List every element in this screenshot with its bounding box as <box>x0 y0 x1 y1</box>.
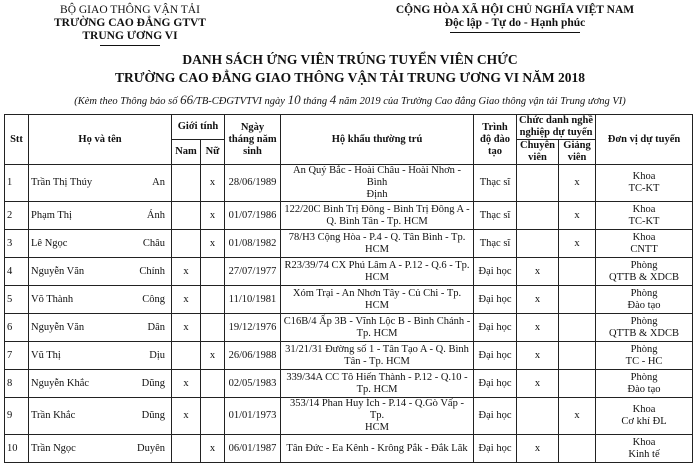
row-unit <box>596 342 693 370</box>
row-stt: 5 <box>5 286 29 314</box>
row-education: Đại học <box>474 258 517 286</box>
row-address <box>281 398 474 435</box>
name-given: Ánh <box>146 209 165 221</box>
row-lecturer <box>559 370 596 398</box>
row-male <box>172 165 201 202</box>
row-male: x <box>172 286 201 314</box>
row-name <box>29 398 172 435</box>
row-name <box>29 165 172 202</box>
row-lecturer <box>559 435 596 463</box>
row-address <box>281 342 474 370</box>
address-line-1: 78/H3 Cộng Hòa - P.4 - Q. Tân Bình - Tp. <box>288 231 466 243</box>
unit-name: Đào tạo <box>627 383 661 395</box>
full-name <box>31 378 169 390</box>
unit-type: Khoa <box>632 171 656 182</box>
name-given: Dịu <box>149 349 165 361</box>
row-address <box>281 286 474 314</box>
table-row <box>5 342 693 370</box>
row-male <box>172 230 201 258</box>
header-underline <box>100 45 160 46</box>
unit-type: Phòng <box>630 259 658 271</box>
table-row <box>5 165 693 202</box>
unit-type: Phòng <box>630 287 658 299</box>
reference-text-1: (Kèm theo Thông báo số <box>74 96 181 107</box>
row-specialist: x <box>517 258 559 286</box>
col-lecturer: Giảng viên <box>559 140 596 165</box>
address-line-1: Xóm Trại - An Nhơn Tây - Củ Chi - Tp. <box>292 287 462 299</box>
name-first-part: Nguyễn Văn <box>31 321 85 333</box>
row-dob: 02/05/1983 <box>225 370 281 398</box>
row-dob: 01/07/1986 <box>225 202 281 230</box>
reference-text-2: /TB-CĐGTVTVI ngày <box>193 96 288 107</box>
unit-name: TC - HC <box>625 355 663 367</box>
col-stt: Stt <box>5 115 29 165</box>
unit-name: QTTB & XDCB <box>609 327 680 339</box>
name-first-part: Nguyễn Văn <box>31 265 85 277</box>
unit-name: Kinh tế <box>628 448 660 460</box>
row-lecturer <box>559 342 596 370</box>
name-given: Công <box>142 293 165 305</box>
unit-type: Khoa <box>632 436 656 448</box>
unit-type: Phòng <box>630 371 658 383</box>
table-row <box>5 230 693 258</box>
row-specialist: x <box>517 286 559 314</box>
row-lecturer: x <box>559 165 596 202</box>
row-name <box>29 202 172 230</box>
row-male: x <box>172 398 201 435</box>
row-male: x <box>172 370 201 398</box>
table-row <box>5 370 693 398</box>
row-stt: 9 <box>5 398 29 435</box>
name-given: Chính <box>139 265 165 277</box>
row-dob: 06/01/1987 <box>225 435 281 463</box>
row-lecturer: x <box>559 230 596 258</box>
row-stt: 3 <box>5 230 29 258</box>
notice-month: 4 <box>329 92 337 107</box>
full-name <box>31 210 169 222</box>
row-female: x <box>201 202 225 230</box>
row-dob: 27/07/1977 <box>225 258 281 286</box>
row-lecturer <box>559 286 596 314</box>
row-male <box>172 202 201 230</box>
reference-text-4: năm 2019 của Trường Cao đẳng Giao thông vận tải Trung ương VI) <box>336 96 626 107</box>
national-motto: Độc lập - Tự do - Hạnh phúc <box>444 17 586 29</box>
row-unit <box>596 370 693 398</box>
full-name <box>31 350 169 362</box>
row-lecturer: x <box>559 202 596 230</box>
address-line-2: Tân - Tp. HCM <box>344 355 410 367</box>
address-line-2: HCM <box>365 271 389 283</box>
row-address <box>281 314 474 342</box>
row-stt: 4 <box>5 258 29 286</box>
address-line-1: R23/39/74 CX Phú Lâm A - P.12 - Q.6 - Tp. <box>284 259 470 271</box>
table-row <box>5 435 693 463</box>
table-row <box>5 398 693 435</box>
row-specialist: x <box>517 342 559 370</box>
address-line-2: Định <box>366 189 388 200</box>
notice-day: 10 <box>287 92 301 107</box>
address-line-2: Tp. HCM <box>356 383 398 395</box>
name-first-part: Nguyễn Khắc <box>31 377 90 389</box>
row-education: Đại học <box>474 342 517 370</box>
name-given: Dân <box>147 321 165 333</box>
row-female: x <box>201 230 225 258</box>
full-name <box>31 443 169 455</box>
row-unit <box>596 165 693 202</box>
name-given: Dũng <box>141 410 165 421</box>
unit-type: Phòng <box>630 343 658 355</box>
row-female <box>201 398 225 435</box>
row-female: x <box>201 165 225 202</box>
unit-type: Khoa <box>632 231 656 243</box>
issuer-header <box>20 4 240 46</box>
name-first-part: Trần Khắc <box>31 410 76 421</box>
unit-name: TC-KT <box>628 183 660 194</box>
document-subtitle-title: TRƯỜNG CAO ĐẲNG GIAO THÔNG VẬN TẢI TRUNG ƯƠNG VI NĂM 2018 <box>115 70 585 85</box>
table-row <box>5 258 693 286</box>
col-dob: Ngày tháng năm sinh <box>225 115 281 165</box>
full-name <box>31 294 169 306</box>
row-education: Thạc sĩ <box>474 230 517 258</box>
col-job-title: Chức danh nghề nghiệp dự tuyển <box>517 115 596 140</box>
row-lecturer: x <box>559 398 596 435</box>
address-line-1: Tân Đức - Ea Kênh - Krông Pắk - Đắk Lăk <box>286 442 468 454</box>
row-name <box>29 342 172 370</box>
row-unit <box>596 286 693 314</box>
row-unit <box>596 202 693 230</box>
name-first-part: Trần Thị Thúy <box>31 177 93 188</box>
unit-name: TC-KT <box>628 215 660 227</box>
row-male: x <box>172 314 201 342</box>
full-name <box>31 177 169 189</box>
row-specialist <box>517 165 559 202</box>
row-address <box>281 165 474 202</box>
row-female: x <box>201 342 225 370</box>
row-dob: 11/10/1981 <box>225 286 281 314</box>
table-row <box>5 286 693 314</box>
unit-type: Phòng <box>630 315 658 327</box>
row-name <box>29 258 172 286</box>
row-name <box>29 435 172 463</box>
table-row <box>5 202 693 230</box>
row-specialist <box>517 230 559 258</box>
row-stt: 10 <box>5 435 29 463</box>
row-address <box>281 230 474 258</box>
row-name <box>29 370 172 398</box>
row-female <box>201 370 225 398</box>
row-education: Đại học <box>474 435 517 463</box>
row-female <box>201 286 225 314</box>
row-stt: 1 <box>5 165 29 202</box>
ministry-name: BỘ GIAO THÔNG VẬN TẢI <box>60 4 200 16</box>
full-name <box>31 266 169 278</box>
row-unit <box>596 314 693 342</box>
row-stt: 6 <box>5 314 29 342</box>
row-dob: 01/01/1973 <box>225 398 281 435</box>
address-line-1: An Quý Bắc - Hoài Châu - Hoài Nhơn - Bình <box>293 165 461 188</box>
col-male: Nam <box>172 140 201 165</box>
row-stt: 8 <box>5 370 29 398</box>
name-first-part: Lê Ngọc <box>31 237 68 249</box>
country-name: CỘNG HÒA XÃ HỘI CHỦ NGHĨA VIỆT NAM <box>395 4 635 16</box>
name-first-part: Võ Thành <box>31 293 74 305</box>
col-female: Nữ <box>201 140 225 165</box>
address-line-1: 122/20C Bình Trị Đông - Bình Trị Đông A - <box>284 203 470 215</box>
row-lecturer <box>559 258 596 286</box>
row-address <box>281 202 474 230</box>
row-unit <box>596 258 693 286</box>
unit-type: Khoa <box>632 404 656 415</box>
row-unit <box>596 230 693 258</box>
unit-name: CNTT <box>630 243 658 255</box>
row-dob: 26/06/1988 <box>225 342 281 370</box>
col-address: Hộ khẩu thường trú <box>281 115 474 165</box>
row-specialist <box>517 202 559 230</box>
row-stt: 2 <box>5 202 29 230</box>
row-male: x <box>172 258 201 286</box>
name-given: Dũng <box>141 377 165 389</box>
col-specialist: Chuyên viên <box>517 140 559 165</box>
row-specialist <box>517 398 559 435</box>
national-header <box>345 4 685 33</box>
row-specialist: x <box>517 435 559 463</box>
name-first-part: Vũ Thị <box>31 349 61 361</box>
row-unit <box>596 435 693 463</box>
row-name <box>29 230 172 258</box>
row-dob: 19/12/1976 <box>225 314 281 342</box>
row-dob: 28/06/1989 <box>225 165 281 202</box>
table-row <box>5 314 693 342</box>
full-name <box>31 410 169 422</box>
row-address <box>281 435 474 463</box>
col-gender: Giới tính <box>172 115 225 140</box>
school-name: TRƯỜNG CAO ĐẲNG GTVT <box>54 17 206 29</box>
row-education: Đại học <box>474 398 517 435</box>
row-education: Đại học <box>474 314 517 342</box>
row-education: Đại học <box>474 370 517 398</box>
name-first-part: Trần Ngọc <box>31 442 76 454</box>
document-title: DANH SÁCH ỨNG VIÊN TRÚNG TUYỂN VIÊN CHỨC <box>182 52 518 67</box>
motto-underline <box>450 32 580 33</box>
row-education: Đại học <box>474 286 517 314</box>
address-line-1: 31/21/31 Đường số 1 - Tân Tạo A - Q. Bình <box>285 343 469 355</box>
unit-type: Khoa <box>632 203 656 215</box>
row-name <box>29 286 172 314</box>
col-education: Trình độ đào tạo <box>474 115 517 165</box>
col-name: Họ và tên <box>29 115 172 165</box>
name-given: Duyên <box>137 442 165 454</box>
row-education: Thạc sĩ <box>474 165 517 202</box>
row-address <box>281 370 474 398</box>
row-female <box>201 258 225 286</box>
address-line-2: Q. Bình Tân - Tp. HCM <box>326 215 428 227</box>
full-name <box>31 322 169 334</box>
address-line-1: 353/14 Phan Huy Ích - P.14 - Q.Gò Vấp - Tp. <box>290 398 464 421</box>
address-line-1: C16B/4 Ấp 3B - Vĩnh Lộc B - Bình Chánh - <box>283 315 471 327</box>
row-stt: 7 <box>5 342 29 370</box>
unit-name: Đào tạo <box>627 299 661 311</box>
row-unit <box>596 398 693 435</box>
address-line-2: Tp. HCM <box>356 327 398 339</box>
unit-name: Cơ khí ĐL <box>621 416 667 427</box>
row-lecturer <box>559 314 596 342</box>
address-line-2: HCM <box>365 422 389 433</box>
address-line-1: 339/34A CC Tô Hiến Thành - P.12 - Q.10 - <box>286 371 468 383</box>
full-name <box>31 238 169 250</box>
reference-text-3: tháng <box>300 96 330 107</box>
row-education: Thạc sĩ <box>474 202 517 230</box>
reference-note <box>0 93 700 108</box>
unit-name: QTTB & XDCB <box>609 271 680 283</box>
name-given: An <box>152 177 165 188</box>
address-line-2: HCM <box>365 243 389 255</box>
school-region: TRUNG ƯƠNG VI <box>82 30 178 42</box>
row-dob: 01/08/1982 <box>225 230 281 258</box>
row-address <box>281 258 474 286</box>
row-male <box>172 435 201 463</box>
row-male <box>172 342 201 370</box>
candidate-table <box>4 114 693 463</box>
name-given: Châu <box>142 237 165 249</box>
row-female <box>201 314 225 342</box>
row-female: x <box>201 435 225 463</box>
address-line-2: HCM <box>365 299 389 311</box>
row-specialist: x <box>517 314 559 342</box>
name-first-part: Phạm Thị <box>31 209 72 221</box>
notice-number: 66 <box>180 92 194 107</box>
col-unit: Đơn vị dự tuyển <box>596 115 693 165</box>
row-name <box>29 314 172 342</box>
row-specialist: x <box>517 370 559 398</box>
